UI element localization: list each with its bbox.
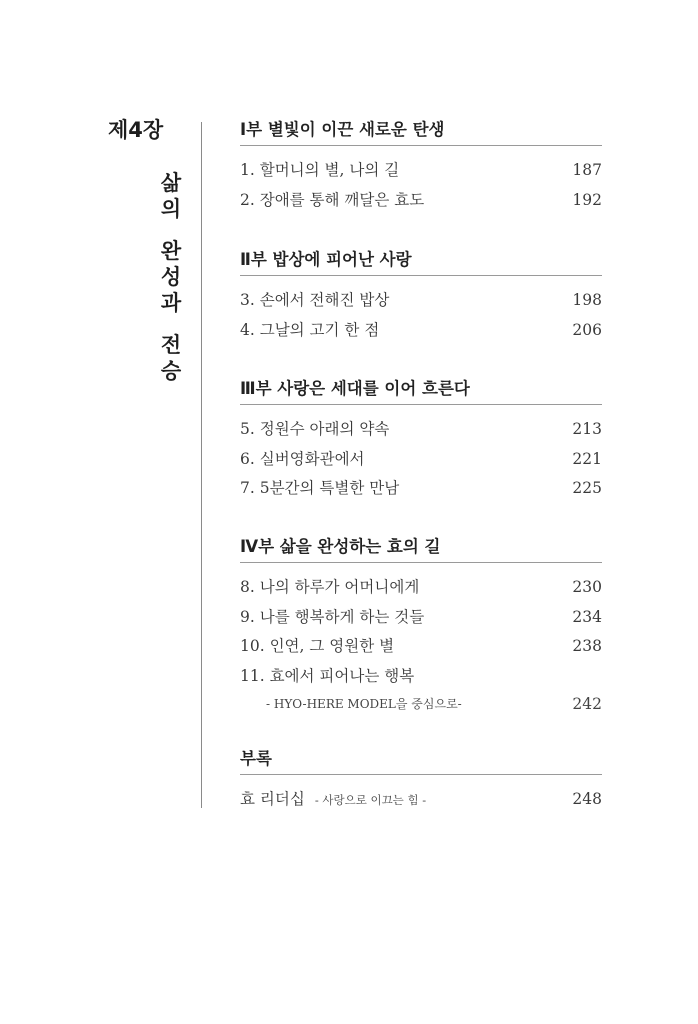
toc-entry-title: 10. 인연, 그 영원한 별 — [240, 637, 395, 655]
toc-entry-title: 8. 나의 하루가 어머니에게 — [240, 578, 420, 596]
toc-page-number: 248 — [572, 790, 602, 808]
part-rule — [240, 562, 602, 563]
toc-entry[interactable] — [240, 286, 602, 316]
toc-entry-note: - 사랑으로 이끄는 힘 - — [314, 793, 427, 807]
chapter-title-char: 완 — [160, 239, 182, 263]
toc-page-number: 242 — [572, 695, 602, 713]
chapter-title-char: 전 — [160, 333, 182, 357]
toc-page-number: 213 — [572, 420, 602, 438]
chapter-title-char: 과 — [160, 291, 182, 315]
chapter-number: 제4장 — [108, 118, 164, 142]
toc-entry-title: 효 리더십 — [240, 790, 305, 808]
toc-entry[interactable] — [240, 474, 602, 504]
toc-entry-title: 9. 나를 행복하게 하는 것들 — [240, 607, 425, 626]
toc-entry-title: 11. 효에서 피어나는 행복 — [240, 666, 415, 685]
toc-page-number: 225 — [572, 479, 602, 497]
toc-page-number: 234 — [572, 607, 602, 626]
part-title: 부록 — [240, 749, 272, 768]
chapter-title-char: 의 — [160, 197, 182, 221]
part-rule — [240, 404, 602, 405]
toc-entry[interactable] — [240, 156, 602, 186]
part-rule — [240, 774, 602, 775]
toc-entry-title: 4. 그날의 고기 한 점 — [240, 320, 380, 339]
toc-entry[interactable] — [240, 573, 602, 603]
chapter-title-gap — [156, 222, 186, 238]
part-section — [240, 376, 602, 504]
chapter-title-gap — [156, 316, 186, 332]
toc-entry-subtitle-text: - HYO-HERE MODEL을 중심으로- — [266, 697, 462, 711]
part-rule — [240, 275, 602, 276]
part-section — [240, 247, 602, 345]
toc-entry-title: 3. 손에서 전해진 밥상 — [240, 291, 390, 309]
chapter-title-char: 삶 — [160, 171, 182, 195]
toc-entry-title: 1. 할머니의 별, 나의 길 — [240, 161, 400, 179]
toc-entry-title: 2. 장애를 통해 깨달은 효도 — [240, 190, 425, 209]
toc-entry[interactable] — [240, 603, 602, 633]
toc-entry[interactable] — [240, 415, 602, 445]
toc-entry-title: 7. 5분간의 특별한 만남 — [240, 479, 400, 497]
toc-entry-title: 5. 정원수 아래의 약속 — [240, 420, 390, 438]
part-title: Ⅳ부 삶을 완성하는 효의 길 — [240, 537, 441, 556]
toc-page-number: 206 — [572, 320, 602, 339]
toc-entry-subtitle[interactable] — [240, 691, 602, 718]
part-title: Ⅱ부 밥상에 피어난 사랑 — [240, 250, 412, 269]
part-section — [240, 117, 602, 215]
toc-entry[interactable] — [240, 785, 602, 815]
toc-page-number: 187 — [572, 161, 602, 179]
appendix-section — [240, 746, 602, 815]
toc-page-number: 192 — [572, 190, 602, 209]
toc-entry[interactable] — [240, 445, 602, 475]
toc-page-number: 221 — [572, 449, 602, 468]
toc-page-number: 198 — [572, 291, 602, 309]
part-title: Ⅲ부 사랑은 세대를 이어 흐른다 — [240, 379, 470, 398]
chapter-title-char: 승 — [160, 359, 182, 383]
part-rule — [240, 145, 602, 146]
toc-entry[interactable] — [240, 632, 602, 662]
toc-page-number: 230 — [572, 578, 602, 596]
vertical-divider — [201, 122, 202, 808]
part-title: Ⅰ부 별빛이 이끈 새로운 탄생 — [240, 120, 445, 139]
part-section — [240, 534, 602, 718]
chapter-title — [156, 170, 186, 384]
chapter-title-char: 성 — [160, 265, 182, 289]
toc-entry[interactable] — [240, 186, 602, 216]
toc-entry[interactable] — [240, 662, 602, 692]
toc-entry-title: 6. 실버영화관에서 — [240, 449, 365, 468]
toc-entry[interactable] — [240, 316, 602, 346]
toc-page-number: 238 — [572, 637, 602, 655]
